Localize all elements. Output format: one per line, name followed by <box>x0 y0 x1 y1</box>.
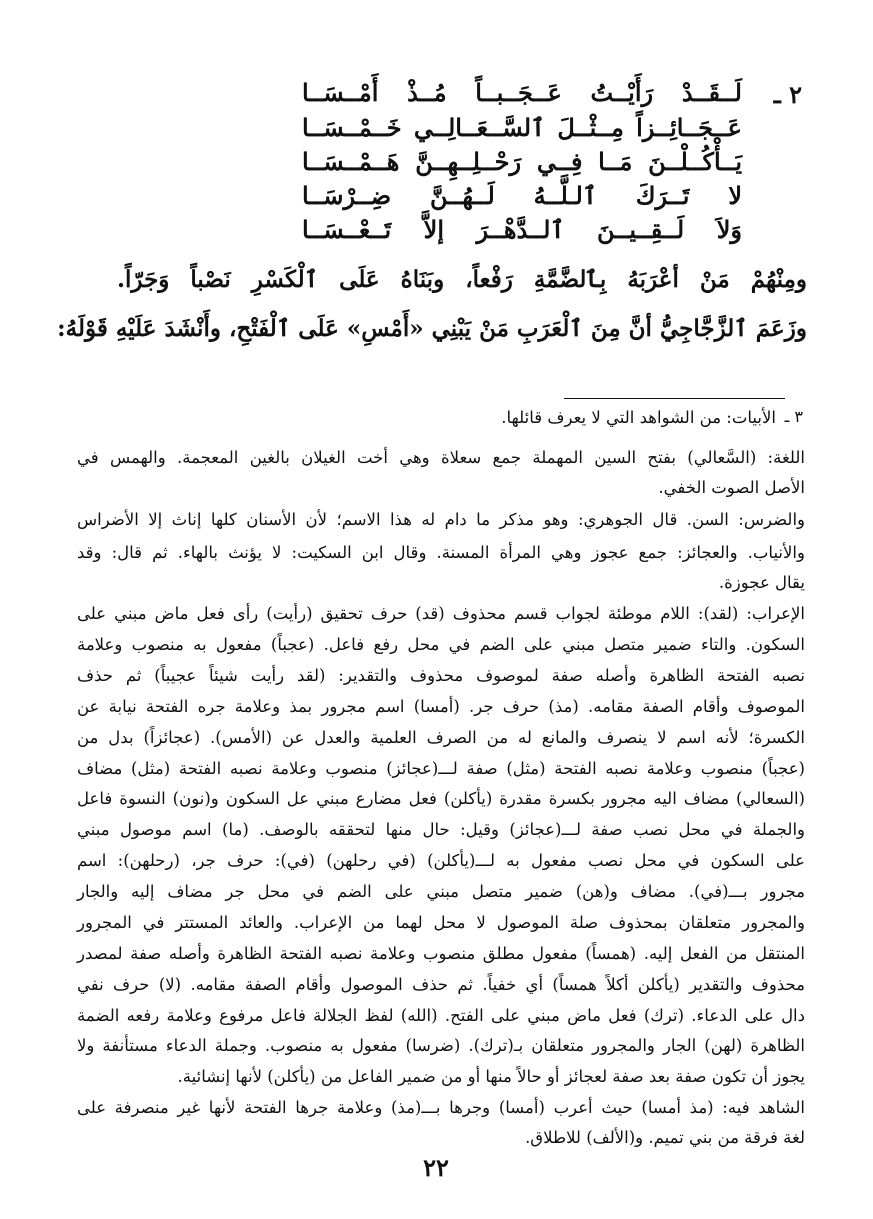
footnote-line: الكسرة؛ لأنه اسم لا ينصرف والمانع له من الصرف العلمية والعدل عن (الأمس). (عجائزاً) بدل من <box>77 728 805 747</box>
footnote-marker: ٣ ـ <box>784 407 803 426</box>
footnote-line: لغة فرقة من بني تميم. و(الألف) للاطلاق. <box>525 1128 805 1147</box>
poem-verse: وَلاَ لَــقِــيــنَ ٱلــدَّهْــرَ إلاَّ تَــعْــسَــا <box>302 215 742 244</box>
footnote-line: الأصل الصوت الخفي. <box>658 478 805 497</box>
footnote-line: دال على الدعاء. (ترك) فعل ماض مبني على الفتح. (الله) لفظ الجلالة فاعل مرفوع وعلامة رفعه الضمة <box>77 1006 805 1025</box>
footnote-line: الإعراب: (لقد): اللام موطئة لجواب قسم محذوف (قد) حرف تحقيق (رأيت) رأى فعل ماض مبني على <box>77 604 805 623</box>
footnote-line: اللغة: (السَّعالي) بفتح السين المهملة جمع سعلاة وهي أخت الغيلان بالغين المعجمة. والهمس في <box>77 448 805 467</box>
footnote-line: الظاهرة (لهن) الجار والمجرور متعلقان بـ(ترك). (ضرسا) مفعول به منصوب. وجملة الدعاء مستأنفة ولا <box>77 1036 805 1055</box>
footnote-line: نصبه الفتحة الظاهرة وأصله صفة لموصوف محذوف والتقدير: (لقد رأيت شيئاً عجيباً) ثم حذف <box>77 666 805 685</box>
footnote-line: الشاهد فيه: (مذ أمسا) حيث أعرب (أمسا) وجرها بـــ(مذ) وعلامة جرها الفتحة لأنها غير منصرفة على <box>77 1098 805 1117</box>
footnote-line: والضرس: السن. قال الجوهري: وهو مذكر ما دام له هذا الاسم؛ لأن الأسنان كلها إناث إلا الأضراس <box>77 510 805 529</box>
footnote-divider <box>564 398 785 399</box>
footnote-line: والأنياب. والعجائز: جمع عجوز وهي المرأة المسنة. وقال ابن السكيت: لا يؤنث بالهاء. ثم قال: وقد <box>77 543 805 562</box>
footnote-line: والمجرور متعلقان بمحذوف صلة الموصول لا محل لهما من الإعراب. والعائد المستتر في المجرور <box>77 913 805 932</box>
footnote-line: الموصوف وأقام الصفة مقامه. (مذ) حرف جر. (أمسا) اسم مجرور بمذ وعلامة جره الفتحة نيابة عن <box>77 697 805 716</box>
footnote-line: يقال عجوزة. <box>718 573 805 592</box>
poem-verse: عَــجَــائِــزاً مِــثْــلَ ٱلسَّــعَــالِــي خَــمْــسَــا <box>302 113 742 142</box>
main-text-line: وزَعَمَ ٱلزَّجَّاجِيُّ أنَّ مِنَ ٱلْعَرَبِ مَنْ يَبْنِي «أَمْسِ» عَلَى ٱلْفَتْحِ، وأَنْشَدَ عَلَيْهِ قَوْلَهُ: <box>57 315 807 342</box>
footnote-line: مجرور بـــ(في). مضاف و(هن) ضمير متصل مبني على الضم في محل جر مضاف إليه والجار <box>77 882 805 901</box>
poem-number: ٢ ـ <box>773 80 802 109</box>
footnote-line: (عجباً) منصوب وعلامة نصبه الفتحة (مثل) صفة لـــ(عجائز) منصوب وعلامة نصبه الفتحة (مثل) مضاف <box>77 759 805 778</box>
footnote-line: السكون. والتاء ضمير متصل مبني على الضم في محل رفع فاعل. (عجباً) مفعول به منصوب وعلامة <box>77 635 805 654</box>
poem-verse: يَــأْكُــلْــنَ مَــا فِــي رَحْــلِــهِــنَّ هَــمْــسَــا <box>302 147 742 176</box>
footnote-line: والجملة في محل نصب صفة لـــ(عجائز) وقيل: حال منها لتحققه بالوصف. (ما) اسم موصول مبني <box>77 820 805 839</box>
footnote-line: الأبيات: من الشواهد التي لا يعرف قائلها. <box>501 408 776 427</box>
poem-verse: لا تَــرَكَ ٱلـلَّــهُ لَــهُــنَّ ضِــرْسَــا <box>302 181 742 210</box>
footnote-line: المنتقل من الفعل إليه. (همساً) مفعول مطلق منصوب وعلامة نصبه الفتحة الظاهرة وأصله صفة لمصدر <box>77 944 805 963</box>
page-number: ٢٢ <box>423 1153 449 1182</box>
poem-verse: لَــقَــدْ رَأَيْــتُ عَــجَــبــاً مُــذْ أَمْــسَــا <box>302 78 742 107</box>
footnote-line: يجوز أن تكون صفة بعد صفة لعجائز أو حالاً منها أو من ضمير الفاعل من (يأكلن) لأنها إنشائية. <box>177 1067 805 1086</box>
footnote-line: على السكون في محل نصب مفعول به لـــ(يأكلن) (في رحلهن) (في): حرف جر، (رحلهن): اسم <box>77 851 805 870</box>
main-text-line: ومِنْهُمْ مَنْ أعْرَبَهُ بِٱلضَّمَّةِ رَفْعاً، وبَنَاهُ عَلَى ٱلْكَسْرِ نَصْباً وَجَرّاً. <box>117 266 807 293</box>
footnote-line: (السعالي) مضاف اليه مجرور بكسرة مقدرة (يأكلن) فعل مضارع مبني عل السكون و(نون) النسوة فاعل <box>77 789 805 808</box>
footnote-line: محذوف والتقدير (يأكلن أكلاً همساً) أي خفياً. ثم حذف الموصول وأقام الصفة مقامه. (لا) حرف نفي <box>77 975 805 994</box>
